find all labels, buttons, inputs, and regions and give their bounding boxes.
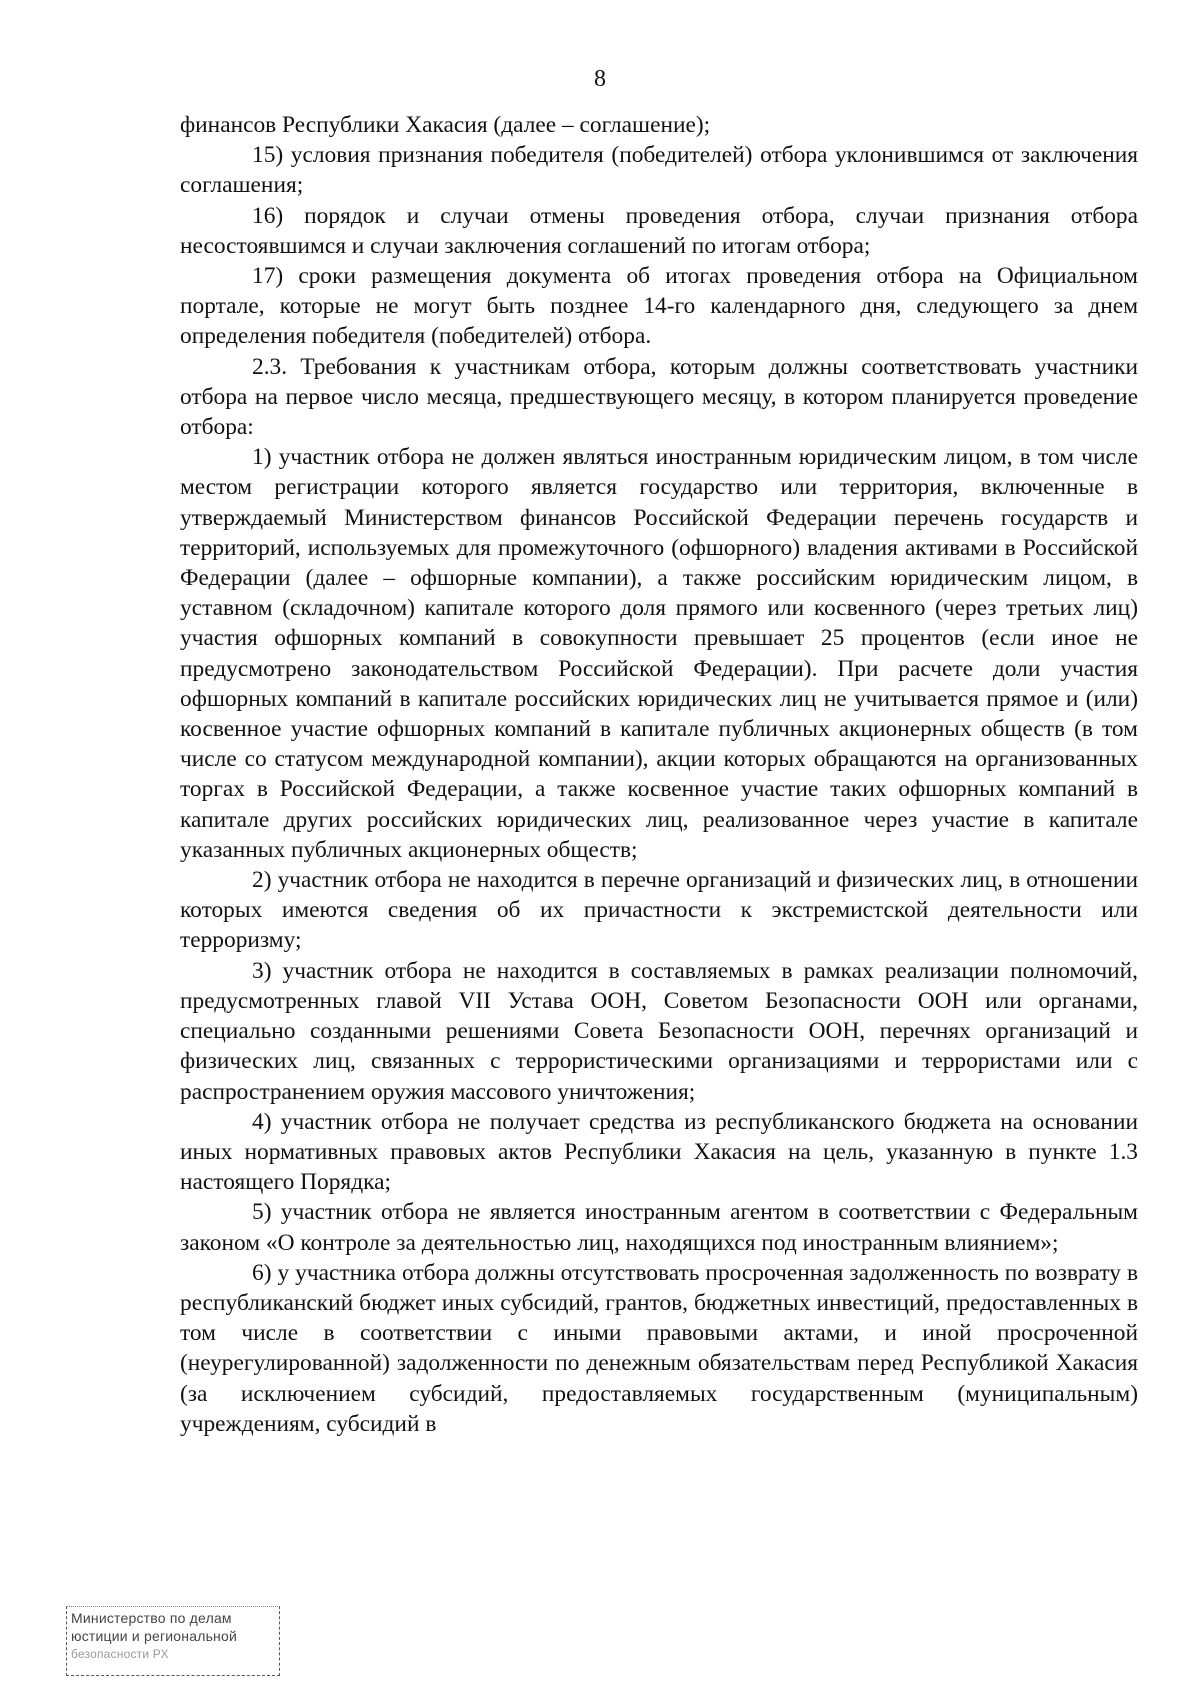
paragraph: 1) участник отбора не должен являться иностранным юридическим лицом, в том числе местом регистрации которого является государство или территория, включенные в утверждаемый Министерством финансов Российской Федерации перечень государств и территорий, используемых для промежуточного (офшорного) владения активами в Российской Федерации (далее – офшорные компании), а также российским юридическим лицом, в уставном (складочном) капитале которого доля прямого или косвенного (через третьих лиц) участия офшорных компаний в совокупности превышает 25 процентов (если иное не предусмотрено законодательством Российской Федерации). При расчете доли участия офшорных компаний в капитале российских юридических лиц не учитывается прямое и (или) косвенное участие офшорных компаний в капитале публичных акционерных обществ (в том числе со статусом международной компании), акции которых обращаются на организованных торгах в Российской Федерации, а также косвенное участие таких офшорных компаний в капитале других российских юридических лиц, реализованное через участие в капитале указанных публичных акционерных обществ; [180, 444, 1138, 863]
paragraph: финансов Республики Хакасия (далее – соглашение); [180, 112, 711, 138]
paragraph: 16) порядок и случаи отмены проведения отбора, случаи признания отбора несостоявшимся и случаи заключения соглашений по итогам отбора; [180, 202, 1138, 259]
paragraph: 2) участник отбора не находится в перечне организаций и физических лиц, в отношении которых имеются сведения об их причастности к экстремистской деятельности или терроризму; [180, 867, 1138, 954]
stamp-line: Министерство по делам [71, 1610, 232, 1626]
stamp-line: юстиции и региональной [71, 1628, 237, 1644]
paragraph: 15) условия признания победителя (победителей) отбора уклонившимся от заключения соглашения; [180, 142, 1138, 199]
registration-stamp [66, 1606, 280, 1676]
paragraph: 2.3. Требования к участникам отбора, которым должны соответствовать участники отбора на первое число месяца, предшествующего месяцу, в котором планируется проведение отбора: [180, 353, 1138, 441]
paragraph: 4) участник отбора не получает средства из республиканского бюджета на основании иных нормативных правовых актов Республики Хакасия на цель, указанную в пункте 1.3 настоящего Порядка; [180, 1108, 1138, 1196]
paragraph: 3) участник отбора не находится в составляемых в рамках реализации полномочий, предусмотренных главой VII Устава ООН, Советом Безопасности ООН или органами, специально созданными решениями Совета Безопасности ООН, перечнях организаций и физических лиц, связанных с террористическими организациями и террористами или с распространением оружия массового уничтожения; [180, 957, 1138, 1105]
paragraph: 17) сроки размещения документа об итогах проведения отбора на Официальном портале, которые не могут быть позднее 14-го календарного дня, следующего за днем определения победителя (победителей) отбора. [180, 263, 1138, 350]
paragraph: 6) у участника отбора должны отсутствовать просроченная задолженность по возврату в республиканский бюджет иных субсидий, грантов, бюджетных инвестиций, предоставленных в том числе в соответствии с иными правовыми актами, и иной просроченной (неурегулированной) задолженности по денежным обязательствам перед Республикой Хакасия (за исключением субсидий, предоставляемых государственным (муниципальным) учреждениям, субсидий в [180, 1259, 1138, 1437]
document-body [180, 110, 1138, 1439]
paragraph: 5) участник отбора не является иностранным агентом в соответствии с Федеральным законом «О контроле за деятельностью лиц, находящихся под иностранным влиянием»; [180, 1199, 1138, 1256]
page-number: 8 [594, 66, 606, 92]
stamp-line: безопасности РХ [71, 1647, 169, 1661]
